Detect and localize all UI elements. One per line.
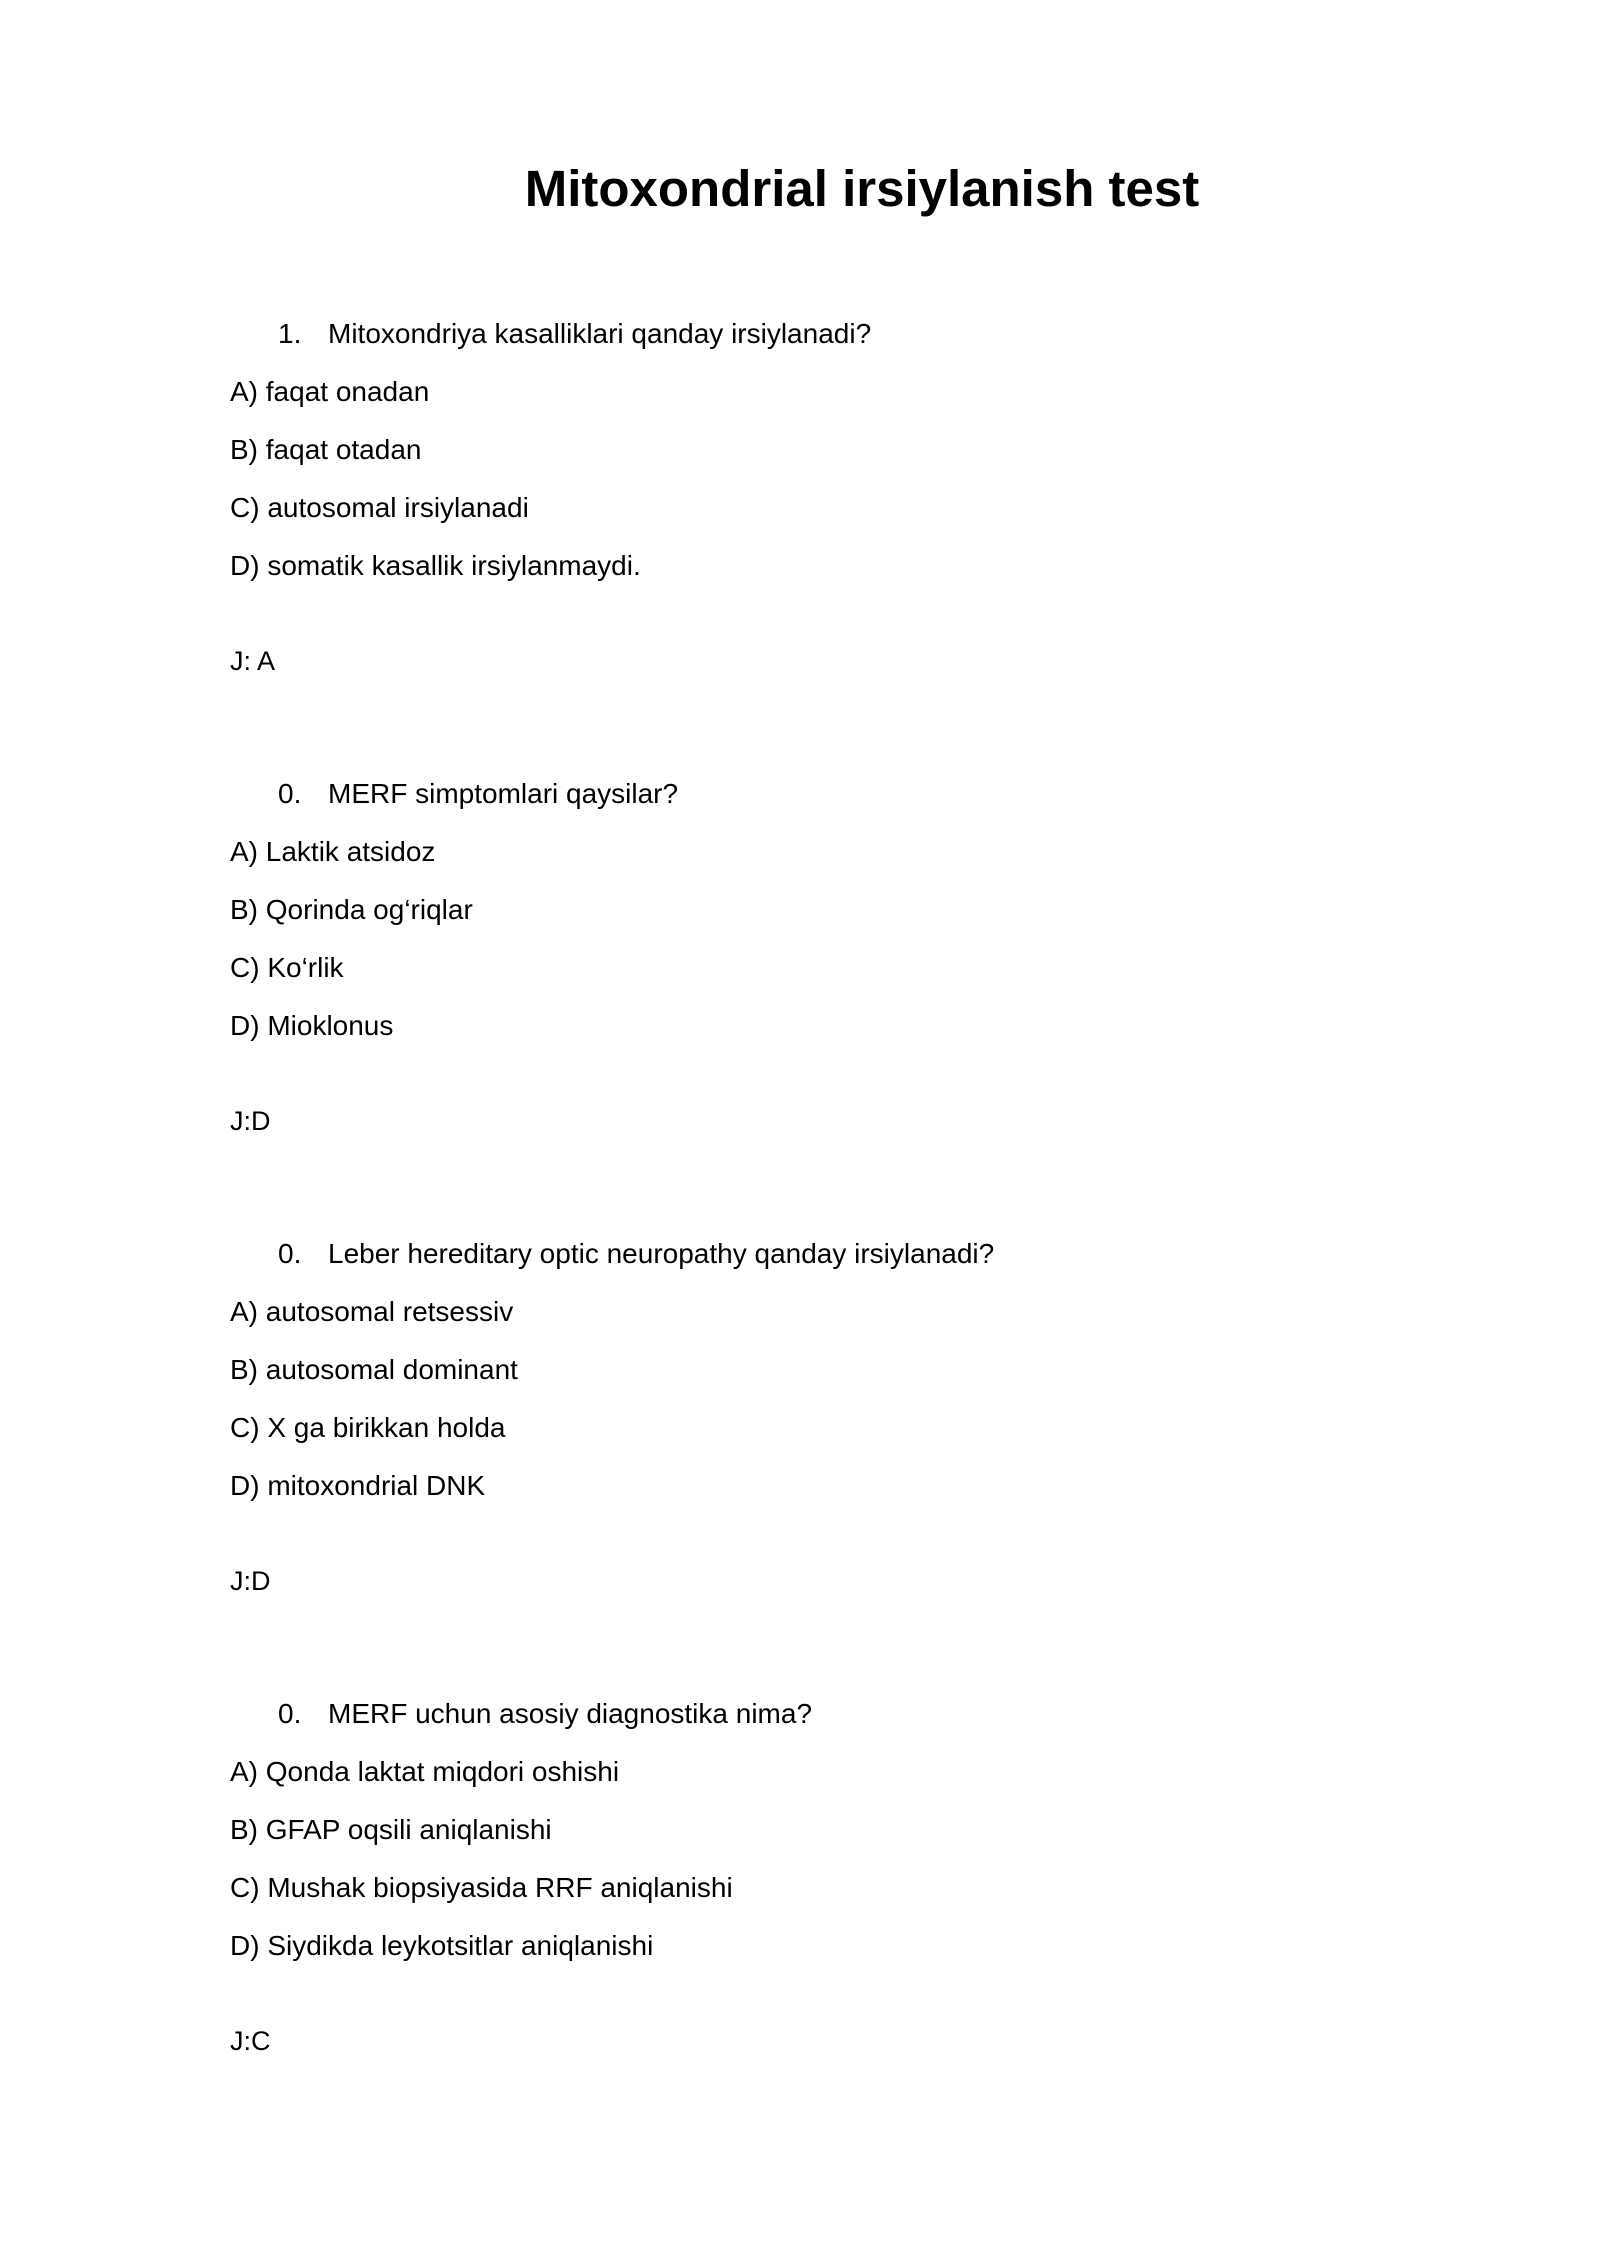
question-number: 0.	[278, 1238, 302, 1269]
question-number: 0.	[278, 1698, 302, 1729]
question-text	[278, 776, 678, 812]
answer-key: J: A	[230, 646, 276, 676]
option-b: B) faqat otadan	[230, 434, 422, 465]
option-a: A) faqat onadan	[230, 376, 430, 407]
option-d: D) Siydikda leykotsitlar aniqlanishi	[230, 1930, 654, 1961]
option-b: B) autosomal dominant	[230, 1354, 518, 1385]
question-text	[278, 316, 871, 352]
option-b: B) Qorinda og‘riqlar	[230, 894, 473, 925]
option-a: A) autosomal retsessiv	[230, 1296, 514, 1327]
option-c: C) autosomal irsiylanadi	[230, 492, 529, 523]
question-text	[278, 1236, 994, 1272]
question-block	[0, 1696, 1600, 2156]
option-c: C) X ga birikkan holda	[230, 1412, 506, 1443]
option-a: A) Laktik atsidoz	[230, 836, 436, 867]
document-title: Mitoxondrial irsiylanish test	[524, 160, 1200, 217]
question-block	[0, 776, 1600, 1236]
option-d: D) somatik kasallik irsiylanmaydi.	[230, 550, 641, 581]
question-label: MERF uchun asosiy diagnostika nima?	[328, 1698, 813, 1729]
question-number: 0.	[278, 778, 302, 809]
question-label: MERF simptomlari qaysilar?	[328, 778, 679, 809]
option-b: B) GFAP oqsili aniqlanishi	[230, 1814, 552, 1845]
option-a: A) Qonda laktat miqdori oshishi	[230, 1756, 620, 1787]
option-c: C) Ko‘rlik	[230, 952, 344, 983]
question-block	[0, 1236, 1600, 1696]
answer-key: J:D	[230, 1566, 271, 1596]
answer-key: J:C	[230, 2026, 271, 2056]
option-d: D) Mioklonus	[230, 1010, 394, 1041]
option-c: C) Mushak biopsiyasida RRF aniqlanishi	[230, 1872, 733, 1903]
answer-key: J:D	[230, 1106, 271, 1136]
question-label: Mitoxondriya kasalliklari qanday irsiylanadi?	[328, 318, 872, 349]
option-d: D) mitoxondrial DNK	[230, 1470, 486, 1501]
question-label: Leber hereditary optic neuropathy qanday irsiylanadi?	[328, 1238, 995, 1269]
question-block	[0, 316, 1600, 776]
question-number: 1.	[278, 318, 302, 349]
question-text	[278, 1696, 812, 1732]
